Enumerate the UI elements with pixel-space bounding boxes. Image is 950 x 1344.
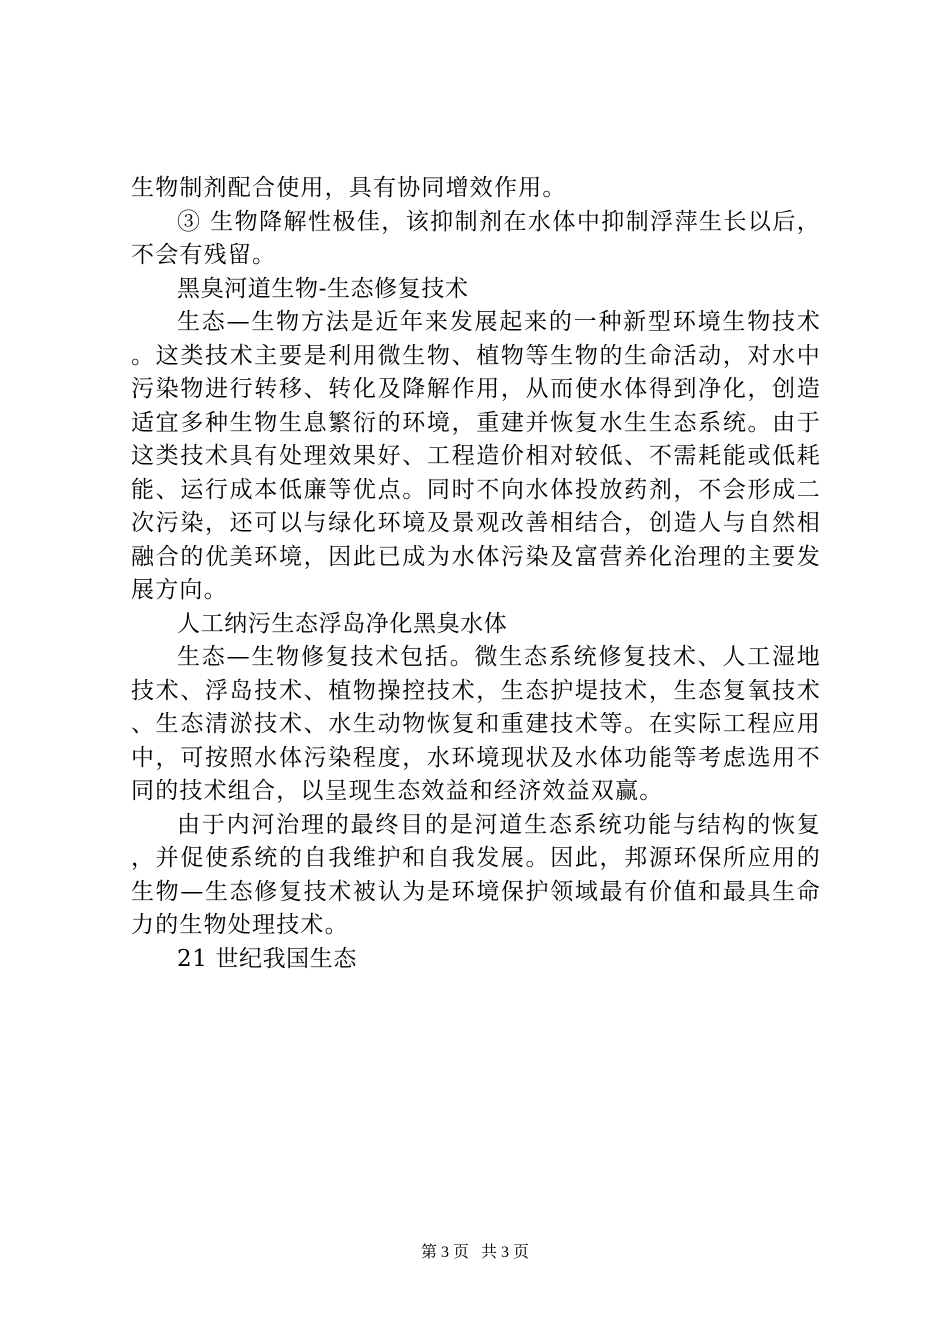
paragraph-river-governance: 由于内河治理的最终目的是河道生态系统功能与结构的恢复，并促使系统的自我维护和自我发展。因此，邦源环保所应用的生物—生态修复技术被认为是环境保护领域最有价值和最具生命力的生物处理技术。 [131,811,821,938]
paragraph-eco-bio-method: 生态—生物方法是近年来发展起来的一种新型环境生物技术。这类技术主要是利用微生物、植物等生物的生命活动，对水中污染物进行转移、转化及降解作用，从而使水体得到净化，创造适宜多种生物生息繁衍的环境，重建并恢复水生生态系统。由于这类技术具有处理效果好、工程造价相对较低、不需耗能或低耗能、运行成本低廉等优点。同时不向水体投放药剂，不会形成二次污染，还可以与绿化环境及景观改善相结合，创造人与自然相融合的优美环境，因此已成为水体污染及富营养化治理的主要发展方向。 [131,309,821,603]
section-heading-black-odor-river: 黑臭河道生物-生态修复技术 [177,275,469,302]
section-heading-21st-century: 21 世纪我国生态 [177,945,357,972]
section-heading-floating-island: 人工纳污生态浮岛净化黑臭水体 [177,610,508,637]
page-total: 共 3 页 [481,1244,530,1261]
page-footer [0,1243,950,1263]
paragraph-continuation: 生物制剂配合使用，具有协同增效作用。 [131,175,567,201]
document-body [131,172,821,976]
page-number: 第 3 页 [420,1244,469,1261]
paragraph-biodegradability: ③ 生物降解性极佳，该抑制剂在水体中抑制浮萍生长以后，不会有残留。 [131,208,821,268]
paragraph-eco-bio-techniques: 生态—生物修复技术包括。微生态系统修复技术、人工湿地技术、浮岛技术、植物操控技术，生态护堤技术，生态复氧技术、生态清淤技术、水生动物恢复和重建技术等。在实际工程应用中，可按照水体污染程度，水环境现状及水体功能等考虑选用不同的技术组合，以呈现生态效益和经济效益双赢。 [131,644,821,804]
